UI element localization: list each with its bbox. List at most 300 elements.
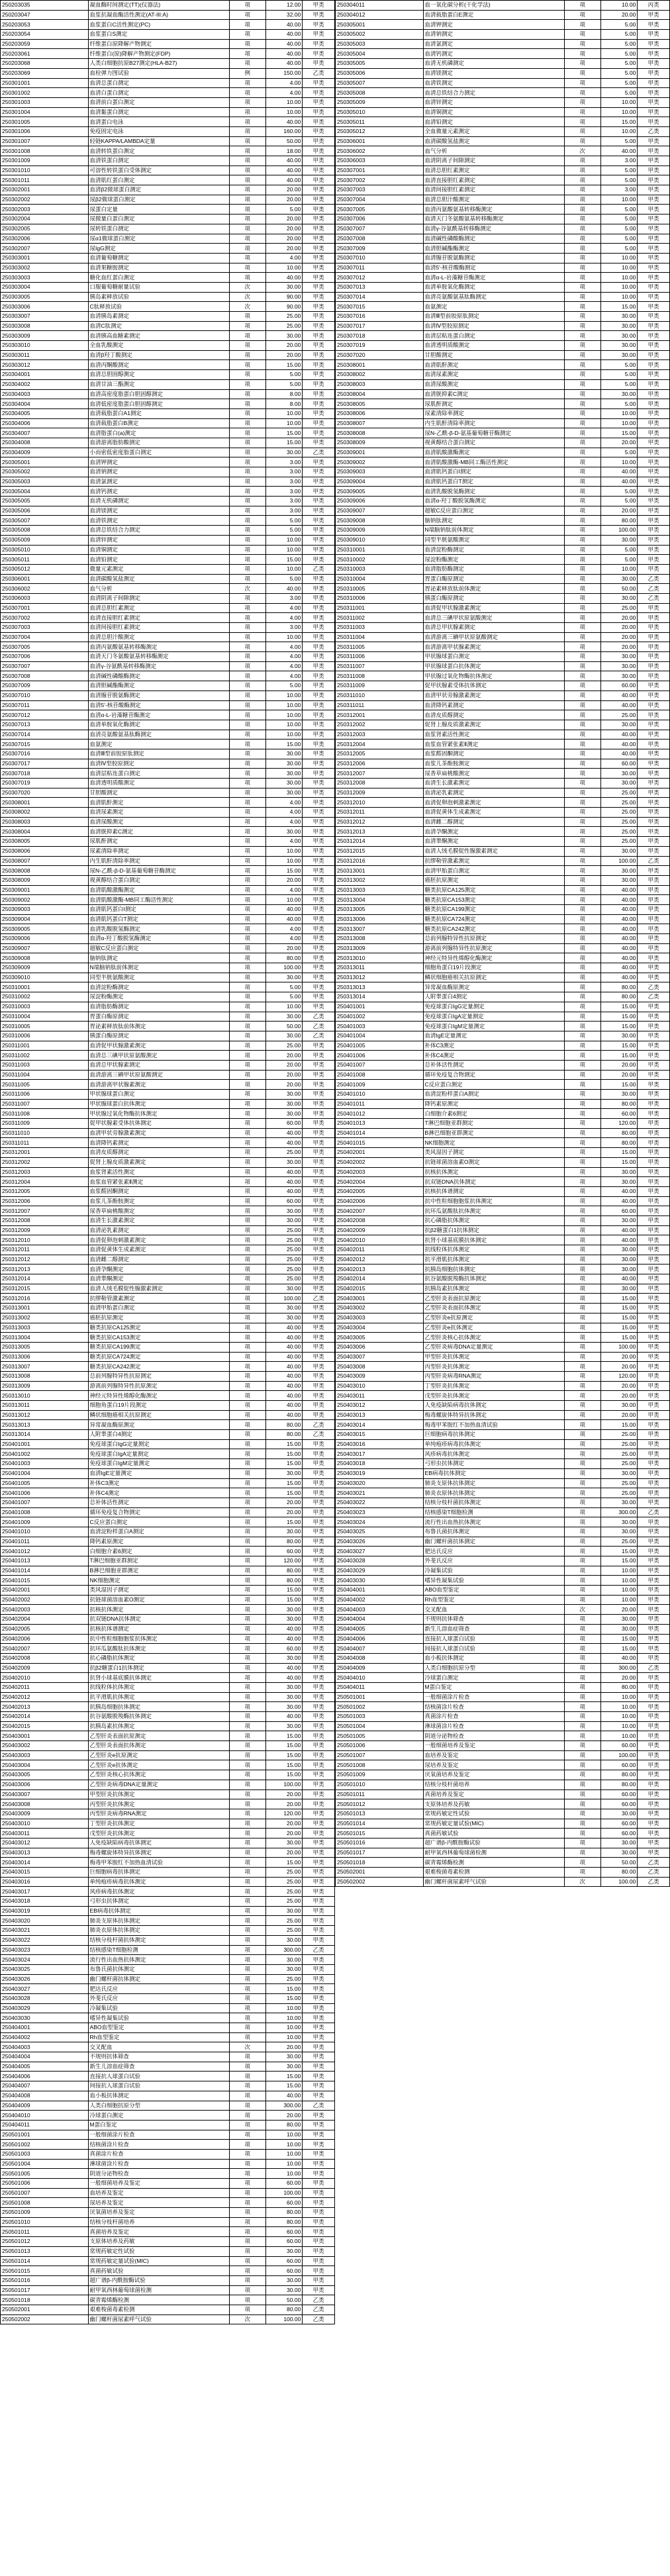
cell-price: 25.00: [265, 1235, 302, 1245]
table-row: [1, 1, 335, 11]
cell-name: 抗胰岛细胞抗体测定: [423, 1264, 564, 1274]
cell-name: 血一氧化碳分析(干化学法): [423, 1, 564, 11]
cell-name: 甲状腺球蛋白抗体测定: [423, 661, 564, 671]
cell-code: 250302005: [1, 224, 89, 234]
cell-unit: 项: [564, 1148, 600, 1158]
cell-price: 10.00: [265, 263, 302, 273]
cell-unit: 项: [564, 808, 600, 818]
cell-price: 30.00: [600, 1527, 637, 1537]
table-row: [1, 895, 335, 905]
cell-price: 300.00: [265, 1945, 302, 1955]
table-row: [1, 1702, 335, 1712]
cell-code: 250401014: [336, 1128, 424, 1138]
cell-cls: 甲类: [303, 1488, 335, 1498]
cell-price: 40.00: [265, 39, 302, 49]
cell-unit: 项: [564, 1819, 600, 1829]
cell-code: 250313012: [1, 1410, 89, 1420]
cell-unit: 项: [564, 1449, 600, 1459]
cell-unit: 项: [229, 798, 265, 808]
cell-price: 5.00: [600, 39, 637, 49]
cell-price: 4.00: [265, 603, 302, 613]
table-row: [336, 49, 670, 59]
cell-price: 15.00: [265, 2081, 302, 2091]
cell-unit: 项: [229, 1430, 265, 1440]
cell-price: 10.00: [265, 632, 302, 642]
cell-unit: 项: [564, 457, 600, 467]
table-row: [336, 302, 670, 312]
cell-name: 血清人绒毛膜促性腺激素测定: [88, 1284, 229, 1294]
cell-price: 20.00: [265, 1070, 302, 1080]
cell-price: 40.00: [600, 146, 637, 156]
table-row: [336, 691, 670, 700]
table-row: [1, 253, 335, 263]
cell-unit: 项: [564, 1391, 600, 1401]
table-row: [1, 1984, 335, 1994]
cell-code: 250402008: [1, 1653, 89, 1663]
cell-cls: 甲类: [638, 700, 670, 710]
cell-code: 250307007: [336, 224, 424, 234]
table-row: [336, 126, 670, 136]
cell-name: 流行性出血热抗体测定: [88, 1955, 229, 1965]
cell-name: 尿蛋白定量: [88, 205, 229, 215]
cell-code: 250308001: [1, 798, 89, 808]
cell-price: 40.00: [600, 1196, 637, 1206]
cell-code: 250203069: [1, 68, 89, 78]
table-row: [336, 1731, 670, 1741]
cell-cls: 甲类: [638, 428, 670, 438]
cell-name: 甲状腺过氧化物酶抗体测定: [88, 1109, 229, 1119]
cell-name: 抗环瓜氨酸肽抗体测定: [423, 1206, 564, 1216]
table-row: [1, 1838, 335, 1848]
cell-cls: 甲类: [638, 1459, 670, 1469]
cell-name: 抗谷氨酸脱羧酶抗体测定: [423, 1274, 564, 1284]
cell-code: 250307008: [336, 234, 424, 244]
cell-name: 抗胰岛素抗体测定: [423, 1284, 564, 1294]
cell-code: 250313012: [336, 973, 424, 982]
cell-code: 250303002: [1, 263, 89, 273]
table-row: [1, 215, 335, 224]
cell-cls: 甲类: [638, 78, 670, 88]
cell-price: 30.00: [600, 1177, 637, 1187]
cell-name: 肺炎支原体抗体测定: [423, 1478, 564, 1488]
table-row: [1, 788, 335, 798]
cell-name: 冷球蛋白测定: [423, 1673, 564, 1683]
cell-price: 40.00: [265, 1634, 302, 1644]
cell-unit: 项: [564, 1333, 600, 1343]
cell-code: 250312015: [336, 846, 424, 856]
cell-unit: 项: [229, 1595, 265, 1605]
cell-code: 250501011: [336, 1789, 424, 1799]
cell-price: 25.00: [265, 1148, 302, 1158]
cell-unit: 项: [564, 1138, 600, 1148]
table-row: [336, 963, 670, 973]
cell-cls: 甲类: [303, 1586, 335, 1596]
cell-price: 8.00: [265, 399, 302, 409]
table-row: [1, 2042, 335, 2052]
cell-price: 15.00: [265, 1478, 302, 1488]
cell-cls: 甲类: [303, 379, 335, 389]
cell-price: 120.00: [600, 1371, 637, 1381]
cell-code: 250305003: [1, 477, 89, 487]
cell-name: 血清层粘连蛋白测定: [423, 331, 564, 341]
cell-price: 30.00: [600, 671, 637, 681]
cell-unit: 项: [564, 428, 600, 438]
cell-unit: 项: [564, 1634, 600, 1644]
cell-name: 血气分析: [423, 146, 564, 156]
table-row: [1, 205, 335, 215]
cell-price: 60.00: [600, 1789, 637, 1799]
cell-unit: 项: [564, 963, 600, 973]
cell-code: 250307008: [1, 671, 89, 681]
cell-name: 血清亮氨酸氨基肽酶测定: [88, 730, 229, 739]
cell-cls: 甲类: [303, 1993, 335, 2003]
cell-cls: 甲类: [638, 1449, 670, 1459]
cell-unit: 项: [564, 700, 600, 710]
cell-cls: 甲类: [303, 1468, 335, 1478]
table-row: [336, 1235, 670, 1245]
cell-code: 250310001: [1, 982, 89, 992]
cell-cls: 甲类: [638, 1245, 670, 1255]
cell-price: 40.00: [265, 1177, 302, 1187]
cell-price: 10.00: [265, 2023, 302, 2033]
cell-unit: 项: [564, 661, 600, 671]
cell-price: 30.00: [265, 1682, 302, 1692]
cell-name: 血清无机磷测定: [423, 59, 564, 69]
cell-unit: 项: [229, 1964, 265, 1974]
table-row: [336, 545, 670, 555]
cell-unit: 项: [564, 982, 600, 992]
cell-name: 血清铜测定: [423, 107, 564, 117]
cell-code: 250308009: [336, 438, 424, 448]
cell-unit: 项: [564, 914, 600, 924]
cell-code: 250404002: [1, 2032, 89, 2042]
cell-cls: 甲类: [638, 1517, 670, 1527]
cell-cls: 甲类: [638, 195, 670, 205]
cell-price: 3.00: [600, 185, 637, 195]
cell-name: 人附睾蛋白4测定: [88, 1430, 229, 1440]
cell-name: 常规药敏定性试验: [88, 2246, 229, 2256]
cell-name: 异常凝血酶原测定: [88, 1420, 229, 1430]
cell-price: 15.00: [600, 428, 637, 438]
table-row: [336, 1605, 670, 1615]
cell-unit: 项: [564, 1527, 600, 1537]
cell-cls: 甲类: [303, 1566, 335, 1576]
cell-name: 血清肌酸激酶-MB同工酶活性测定: [423, 457, 564, 467]
cell-name: 抗双链DNA抗体测定: [423, 1177, 564, 1187]
cell-code: 250310005: [336, 584, 424, 594]
cell-price: 60.00: [600, 1760, 637, 1770]
cell-cls: 甲类: [303, 2246, 335, 2256]
cell-unit: 项: [229, 1420, 265, 1430]
cell-price: 5.00: [265, 526, 302, 536]
table-row: [1, 2227, 335, 2237]
cell-price: 40.00: [265, 156, 302, 166]
cell-unit: 项: [564, 943, 600, 953]
table-row: [336, 467, 670, 477]
cell-price: 5.00: [600, 448, 637, 457]
cell-price: 10.00: [265, 2130, 302, 2140]
cell-cls: 甲类: [303, 2208, 335, 2218]
cell-name: 结核菌涂片检查: [88, 2140, 229, 2150]
cell-unit: 项: [564, 379, 600, 389]
cell-cls: 甲类: [638, 1809, 670, 1819]
cell-price: 80.00: [600, 1868, 637, 1878]
cell-name: 糖类抗原CA724测定: [88, 1352, 229, 1362]
cell-unit: 项: [229, 1634, 265, 1644]
cell-code: 250307003: [336, 185, 424, 195]
cell-code: 250307011: [336, 263, 424, 273]
cell-name: 血清促甲状腺激素测定: [423, 603, 564, 613]
cell-cls: 甲类: [303, 963, 335, 973]
cell-price: 80.00: [265, 2217, 302, 2227]
table-row: [1, 312, 335, 322]
table-row: [336, 749, 670, 759]
cell-price: 20.00: [265, 185, 302, 195]
cell-price: 25.00: [600, 1478, 637, 1488]
cell-code: 250312016: [336, 856, 424, 866]
cell-name: 异常凝血酶原测定: [423, 982, 564, 992]
cell-code: 250312014: [336, 837, 424, 847]
cell-code: 250401002: [336, 1012, 424, 1022]
cell-price: 30.00: [265, 1109, 302, 1119]
cell-name: 血清淀粉样蛋白A测定: [88, 1527, 229, 1537]
table-row: [336, 292, 670, 302]
cell-price: 10.00: [600, 253, 637, 263]
cell-code: 250313006: [1, 1352, 89, 1362]
cell-cls: 甲类: [303, 1780, 335, 1789]
table-row: [1, 2314, 335, 2324]
cell-unit: 项: [564, 973, 600, 982]
cell-cls: 甲类: [303, 97, 335, 107]
cell-unit: 项: [564, 30, 600, 40]
cell-name: 同型半胱氨酸测定: [423, 535, 564, 545]
cell-code: 250312003: [336, 730, 424, 739]
cell-code: 250311008: [336, 671, 424, 681]
cell-price: 10.00: [265, 408, 302, 418]
table-row: [336, 1148, 670, 1158]
cell-price: 15.00: [265, 1993, 302, 2003]
cell-cls: 甲类: [303, 292, 335, 302]
table-row: [336, 730, 670, 739]
cell-name: 血清C肽测定: [88, 321, 229, 331]
cell-unit: 项: [564, 360, 600, 370]
cell-price: 120.00: [265, 1809, 302, 1819]
cell-code: 250501016: [336, 1838, 424, 1848]
table-row: [336, 1537, 670, 1547]
table-row: [1, 292, 335, 302]
cell-code: 250203047: [1, 10, 89, 20]
cell-cls: 甲类: [638, 1848, 670, 1858]
cell-price: 15.00: [265, 1858, 302, 1868]
cell-unit: 项: [229, 1702, 265, 1712]
cell-price: 4.00: [265, 808, 302, 818]
cell-name: 血浆醛固酮测定: [423, 749, 564, 759]
cell-price: 5.00: [600, 234, 637, 244]
cell-cls: 甲类: [303, 467, 335, 477]
cell-name: 支原体培养及药敏: [423, 1799, 564, 1809]
cell-name: 不规则抗体筛查: [88, 2052, 229, 2062]
cell-cls: 甲类: [303, 1245, 335, 1255]
table-row: [336, 1478, 670, 1488]
cell-name: 轻链KAPPA/LAMBDA定量: [88, 136, 229, 146]
table-row: [1, 2305, 335, 2314]
cell-price: 15.00: [600, 1644, 637, 1654]
cell-name: 免疫球蛋白IgG定量测定: [88, 1439, 229, 1449]
table-row: [336, 1002, 670, 1012]
cell-name: 血清总胆汁酸测定: [88, 632, 229, 642]
cell-price: 120.00: [600, 1119, 637, 1129]
cell-name: 幽门螺杆菌尿素呼气试验: [88, 2314, 229, 2324]
cell-name: 人类白细胞抗原B27测定(HLA-B27): [88, 59, 229, 69]
cell-unit: 项: [229, 195, 265, 205]
cell-price: 20.00: [600, 10, 637, 20]
cell-code: 250401010: [336, 1090, 424, 1100]
cell-code: 250403002: [336, 1304, 424, 1313]
cell-cls: 甲类: [638, 1186, 670, 1196]
cell-code: 250307005: [1, 642, 89, 652]
cell-name: 血清总胆汁酸测定: [423, 195, 564, 205]
table-row: [1, 1945, 335, 1955]
cell-price: 4.00: [265, 798, 302, 808]
cell-name: 白细胞介素6测定: [88, 1547, 229, 1556]
cell-price: 80.00: [600, 1682, 637, 1692]
cell-name: 直接抗人球蛋白试验: [423, 1634, 564, 1644]
cell-name: 乙型肝炎表面抗原测定: [423, 1294, 564, 1304]
cell-price: 20.00: [600, 632, 637, 642]
cell-unit: 项: [229, 1478, 265, 1488]
cell-name: 神经元特异性烯醇化酶测定: [423, 953, 564, 963]
cell-unit: 项: [229, 1760, 265, 1770]
cell-code: 250501017: [336, 1848, 424, 1858]
table-row: [336, 88, 670, 98]
cell-code: 250304006: [1, 418, 89, 428]
cell-price: 20.00: [600, 642, 637, 652]
cell-price: 4.00: [265, 885, 302, 895]
cell-code: 250404006: [1, 2072, 89, 2081]
cell-name: 补体C3测定: [423, 1041, 564, 1051]
table-row: [336, 321, 670, 331]
table-row: [336, 1760, 670, 1770]
cell-code: 250311007: [336, 661, 424, 671]
cell-cls: 甲类: [303, 1070, 335, 1080]
cell-cls: 甲类: [303, 613, 335, 623]
cell-name: 血清尿素测定: [423, 370, 564, 380]
cell-unit: 项: [229, 632, 265, 642]
cell-code: 250311007: [1, 1099, 89, 1109]
cell-unit: 项: [229, 399, 265, 409]
cell-cls: 甲类: [303, 438, 335, 448]
cell-price: 3.00: [600, 156, 637, 166]
cell-name: 尿素清除率测定: [88, 846, 229, 856]
cell-code: 250401015: [1, 1576, 89, 1586]
cell-unit: 项: [229, 603, 265, 613]
cell-price: 20.00: [600, 1060, 637, 1070]
cell-cls: 甲类: [303, 1556, 335, 1566]
cell-code: 250403028: [1, 1993, 89, 2003]
cell-unit: 项: [229, 895, 265, 905]
cell-price: 5.00: [600, 224, 637, 234]
cell-price: 25.00: [265, 312, 302, 322]
table-row: [1, 1829, 335, 1838]
cell-name: 尿N-乙酰-β-D-氨基葡萄糖苷酶测定: [88, 866, 229, 876]
cell-code: 250310004: [336, 574, 424, 584]
cell-cls: 甲类: [638, 661, 670, 671]
cell-unit: 项: [229, 146, 265, 156]
cell-price: 30.00: [600, 846, 637, 856]
cell-unit: 项: [229, 1527, 265, 1537]
table-row: [336, 1507, 670, 1517]
cell-code: 250402013: [336, 1264, 424, 1274]
cell-name: M蛋白鉴定: [423, 1682, 564, 1692]
cell-unit: 项: [564, 1119, 600, 1129]
cell-code: 250402001: [1, 1586, 89, 1596]
table-row: [1, 574, 335, 584]
cell-name: 常规药敏定量试验(MIC): [423, 1819, 564, 1829]
cell-name: 血清生长激素测定: [88, 1216, 229, 1225]
cell-cls: 甲类: [638, 1829, 670, 1838]
cell-cls: 甲类: [638, 535, 670, 545]
cell-name: 补体C3测定: [88, 1478, 229, 1488]
table-row: [1, 2091, 335, 2101]
table-row: [336, 331, 670, 341]
cell-price: 30.00: [600, 1468, 637, 1478]
table-row: [1, 1858, 335, 1868]
cell-unit: 项: [229, 1488, 265, 1498]
cell-name: 胃泌素释放肽前体测定: [88, 1022, 229, 1031]
cell-unit: 项: [564, 1235, 600, 1245]
cell-cls: 甲类: [303, 866, 335, 876]
cell-code: 250312007: [336, 769, 424, 779]
cell-code: 250312009: [336, 788, 424, 798]
cell-cls: 甲类: [638, 885, 670, 895]
cell-cls: 乙类: [638, 126, 670, 136]
cell-code: 250501018: [336, 1858, 424, 1868]
cell-unit: 次: [229, 292, 265, 302]
cell-cls: 甲类: [638, 1702, 670, 1712]
cell-unit: 项: [229, 166, 265, 175]
cell-cls: 乙类: [303, 1430, 335, 1440]
cell-cls: 甲类: [303, 428, 335, 438]
cell-price: 30.00: [265, 1284, 302, 1294]
cell-cls: 甲类: [638, 1799, 670, 1809]
cell-code: 250401006: [1, 1488, 89, 1498]
cell-cls: 甲类: [303, 331, 335, 341]
cell-name: 血清丙氨酸氨基转移酶测定: [88, 642, 229, 652]
cell-name: 血培养及鉴定: [88, 2188, 229, 2198]
table-row: [1, 1401, 335, 1411]
cell-unit: 项: [229, 1459, 265, 1469]
cell-price: 3.00: [265, 457, 302, 467]
table-row: [1, 1809, 335, 1819]
cell-code: 250501015: [1, 2266, 89, 2276]
cell-cls: 甲类: [303, 1313, 335, 1323]
cell-price: 40.00: [600, 749, 637, 759]
cell-name: 血清直接胆红素测定: [423, 175, 564, 185]
cell-cls: 甲类: [638, 49, 670, 59]
cell-name: 常规药敏定性试验: [423, 1809, 564, 1819]
cell-price: 30.00: [600, 875, 637, 885]
table-row: [336, 1712, 670, 1722]
cell-price: 30.00: [265, 282, 302, 292]
cell-name: 血清载脂蛋白B测定: [88, 418, 229, 428]
cell-name: 免疫球蛋白IgG定量测定: [423, 1002, 564, 1012]
cell-unit: 项: [564, 1731, 600, 1741]
cell-name: 总前列腺特异性抗原测定: [423, 934, 564, 944]
cell-unit: 项: [229, 1323, 265, 1333]
cell-unit: 项: [229, 1468, 265, 1478]
table-row: [1, 2052, 335, 2062]
cell-cls: 甲类: [303, 1663, 335, 1673]
